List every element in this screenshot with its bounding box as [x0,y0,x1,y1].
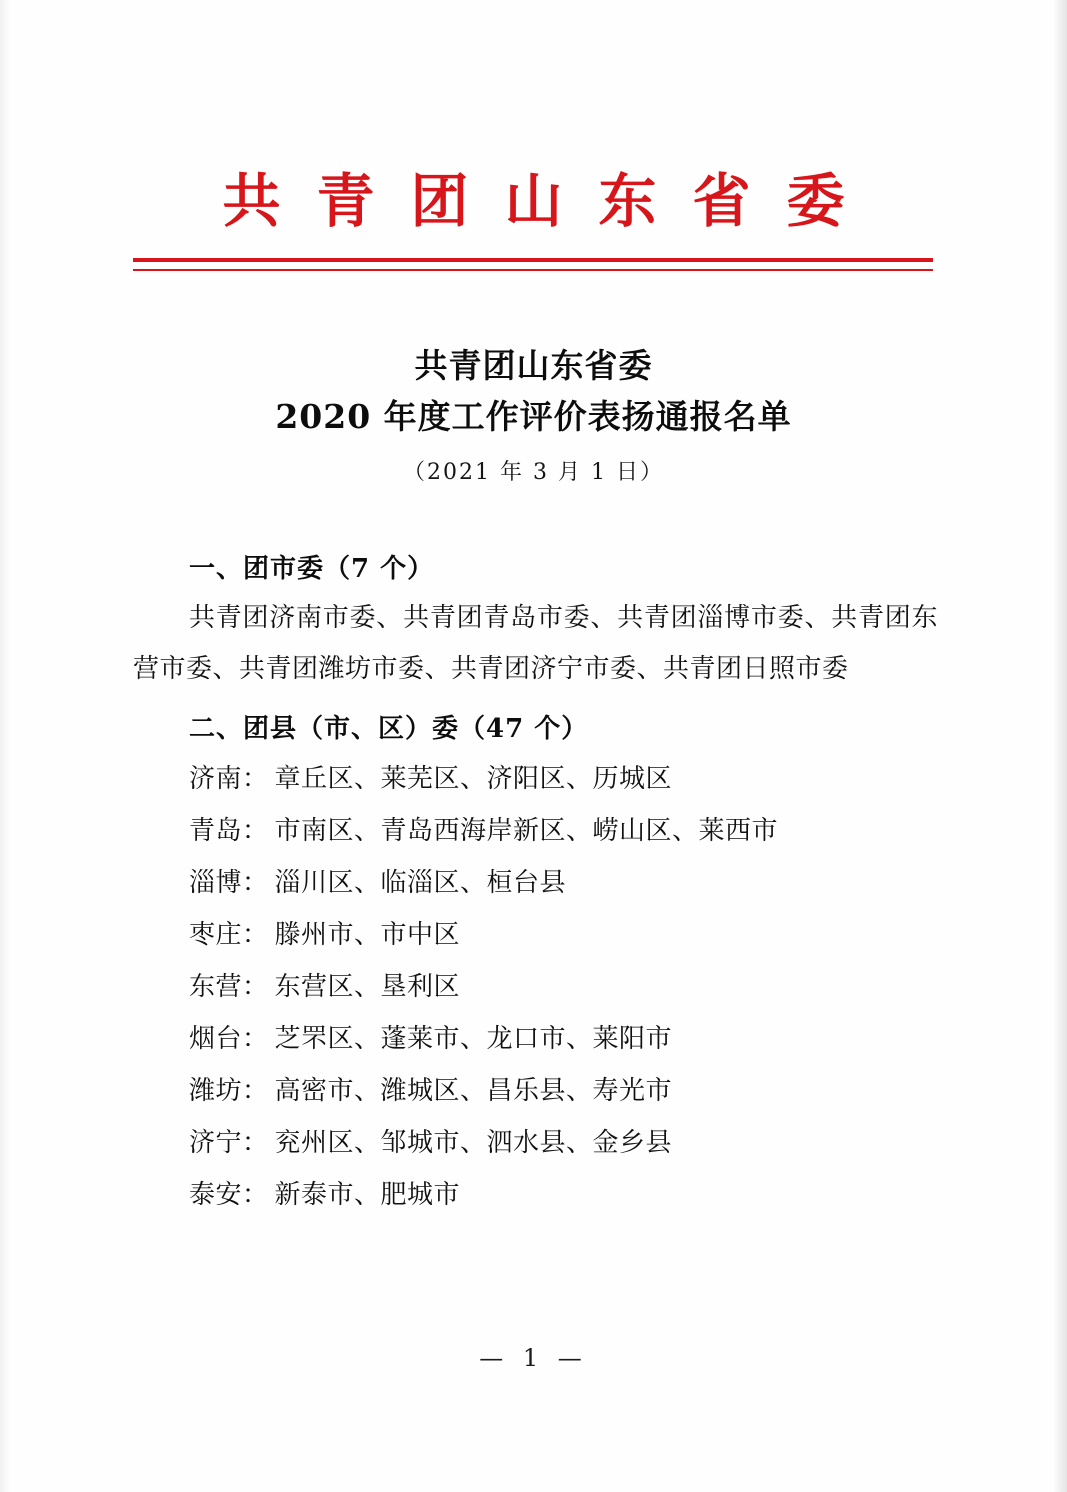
list-item-city: 烟台： [189,1023,269,1054]
list-item [133,857,938,909]
list-item-city: 青岛： [189,815,269,846]
letterhead-organization: 共青团山东省委 [222,167,881,235]
list-item-values: 章丘区、莱芜区、济阳区、历城区 [274,763,673,794]
list-item [133,1169,938,1221]
list-item-values: 东营区、垦利区 [274,971,461,1002]
list-item-values: 兖州区、邹城市、泗水县、金乡县 [274,1127,673,1158]
list-item-city: 济宁： [189,1127,269,1158]
document-date: （2021 年 3 月 1 日） [403,460,664,485]
section-city-committees [133,548,938,696]
list-item [133,961,938,1013]
section-heading-1: 一、团市委（7 个） [189,554,435,584]
document-title [0,340,1067,442]
list-item [133,1117,938,1169]
list-item-values: 芝罘区、蓬莱市、龙口市、莱阳市 [274,1023,673,1054]
list-item-values: 淄川区、临淄区、桓台县 [274,867,567,898]
list-item-city: 泰安： [189,1179,269,1210]
list-item-city: 济南： [189,763,269,794]
document-body [133,548,938,1221]
list-item [133,753,938,805]
list-item-values: 市南区、青岛西海岸新区、崂山区、莱西市 [274,815,779,846]
section-heading-2: 二、团县（市、区）委（47 个） [189,713,589,744]
list-item-city: 淄博： [189,867,269,898]
letterhead [0,167,1067,235]
letterhead-rule-thick [133,258,933,262]
section-paragraph-1: 共青团济南市委、共青团青岛市委、共青团淄博市委、共青团东营市委、共青团潍坊市委、共青团济宁市委、共青团日照市委 [133,603,938,685]
list-item-city: 东营： [189,971,269,1002]
letterhead-rules [133,258,933,271]
document-title-line2: 2020 年度工作评价表扬通报名单 [275,397,792,437]
list-item [133,909,938,961]
page-number: — 1 — [479,1344,588,1372]
list-item-values: 高密市、潍城区、昌乐县、寿光市 [274,1075,673,1106]
list-item [133,805,938,857]
section-spacer [133,698,938,708]
letterhead-rule-thin [133,269,933,271]
document-title-line1: 共青团山东省委 [414,346,653,385]
list-item-city: 枣庄： [189,919,269,950]
list-item [133,1013,938,1065]
section-county-committees [133,708,938,1221]
list-item-values: 新泰市、肥城市 [274,1179,461,1210]
list-item-values: 滕州市、市中区 [274,919,461,950]
list-item-city: 潍坊： [189,1075,269,1106]
list-item [133,1065,938,1117]
county-list [133,753,938,1221]
